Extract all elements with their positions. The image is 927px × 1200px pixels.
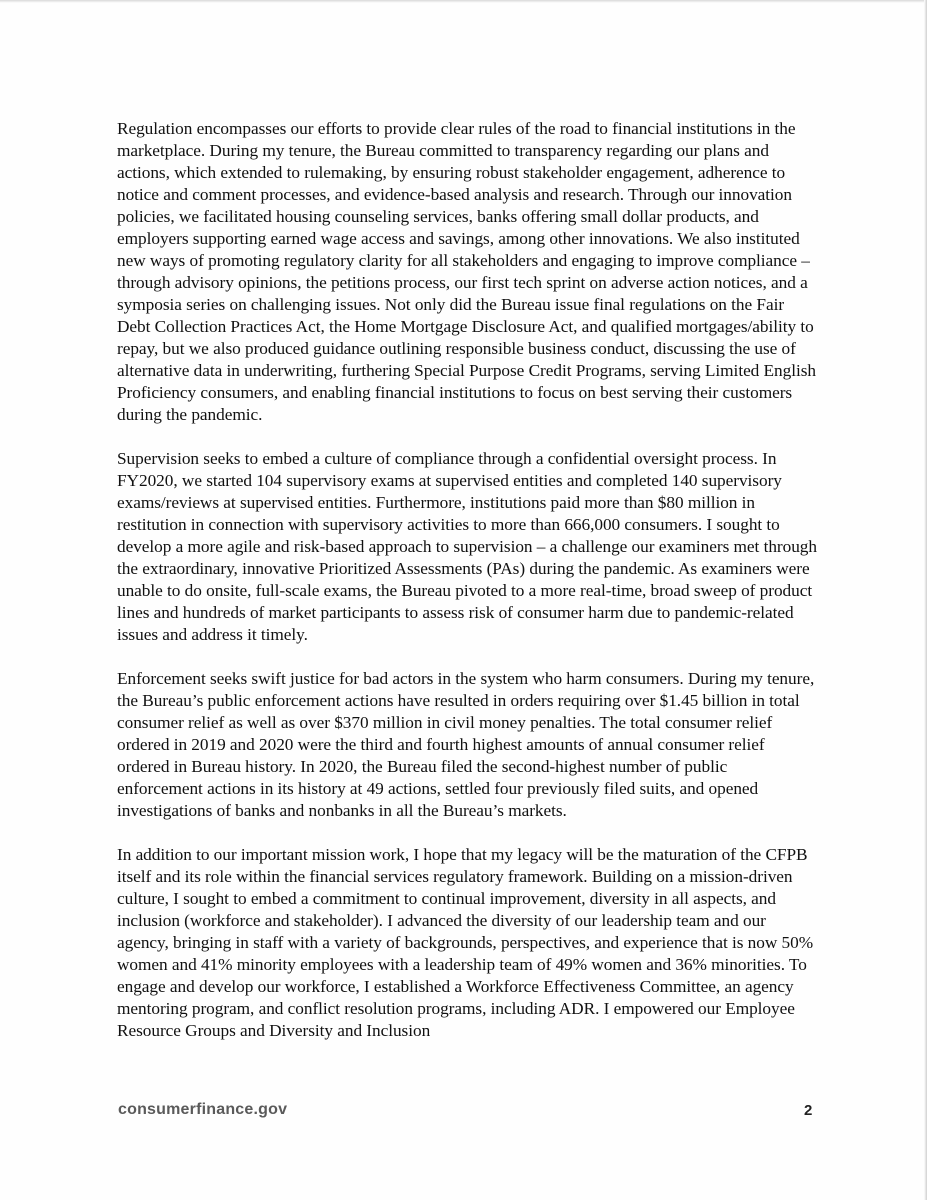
paragraph-supervision: Supervision seeks to embed a culture of compliance through a confidential oversight process. In FY2020, we started 104 supervisory exams at supervised entities and completed 140 supervisory exams/reviews at supervised entities. Furthermore, institutions paid more than $80 million in restitution in connection with supervisory activities to more than 666,000 consumers. I sought to develop a more agile and risk-based approach to supervision – a challenge our examiners met through the extraordinary, innovative Prioritized Assessments (PAs) during the pandemic. As examiners were unable to do onsite, full-scale exams, the Bureau pivoted to a more real-time, broad sweep of product lines and hundreds of market participants to assess risk of consumer harm due to pandemic-related issues and address it timely. [117, 449, 817, 644]
page-number: 2 [804, 1102, 813, 1119]
document-body [117, 118, 817, 1042]
paragraph-regulation: Regulation encompasses our efforts to provide clear rules of the road to financial institutions in the marketplace. During my tenure, the Bureau committed to transparency regarding our plans and actions, which extended to rulemaking, by ensuring robust stakeholder engagement, adherence to notice and comment processes, and evidence-based analysis and research. Through our innovation policies, we facilitated housing counseling services, banks offering small dollar products, and employers supporting earned wage access and savings, among other innovations. We also instituted new ways of promoting regulatory clarity for all stakeholders and engaging to improve compliance – through advisory opinions, the petitions process, our first tech sprint on adverse action notices, and a symposia series on challenging issues. Not only did the Bureau issue final regulations on the Fair Debt Collection Practices Act, the Home Mortgage Disclosure Act, and qualified mortgages/ability to repay, but we also produced guidance outlining responsible business conduct, discussing the use of alternative data in underwriting, furthering Special Purpose Credit Programs, serving Limited English Proficiency consumers, and enabling financial institutions to focus on best serving their customers during the pandemic. [117, 119, 817, 424]
scan-edge-top [0, 0, 927, 3]
footer-website: consumerfinance.gov [118, 1101, 288, 1118]
paragraph-enforcement: Enforcement seeks swift justice for bad actors in the system who harm consumers. During my tenure, the Bureau’s public enforcement actions have resulted in orders requiring over $1.45 billion in total consumer relief as well as over $370 million in civil money penalties. The total consumer relief ordered in 2019 and 2020 were the third and fourth highest amounts of annual consumer relief ordered in Bureau history. In 2020, the Bureau filed the second-highest number of public enforcement actions in its history at 49 actions, settled four previously filed suits, and opened investigations of banks and nonbanks in all the Bureau’s markets. [117, 669, 815, 820]
paragraph-legacy: In addition to our important mission work, I hope that my legacy will be the maturation of the CFPB itself and its role within the financial services regulatory framework. Building on a mission-driven culture, I sought to embed a commitment to continual improvement, diversity in all aspects, and inclusion (workforce and stakeholder). I advanced the diversity of our leadership team and our agency, bringing in staff with a variety of backgrounds, perspectives, and experience that is now 50% women and 41% minority employees with a leadership team of 49% women and 36% minorities. To engage and develop our workforce, I established a Workforce Effectiveness Committee, an agency mentoring program, and conflict resolution programs, including ADR. I empowered our Employee Resource Groups and Diversity and Inclusion [117, 845, 814, 1040]
